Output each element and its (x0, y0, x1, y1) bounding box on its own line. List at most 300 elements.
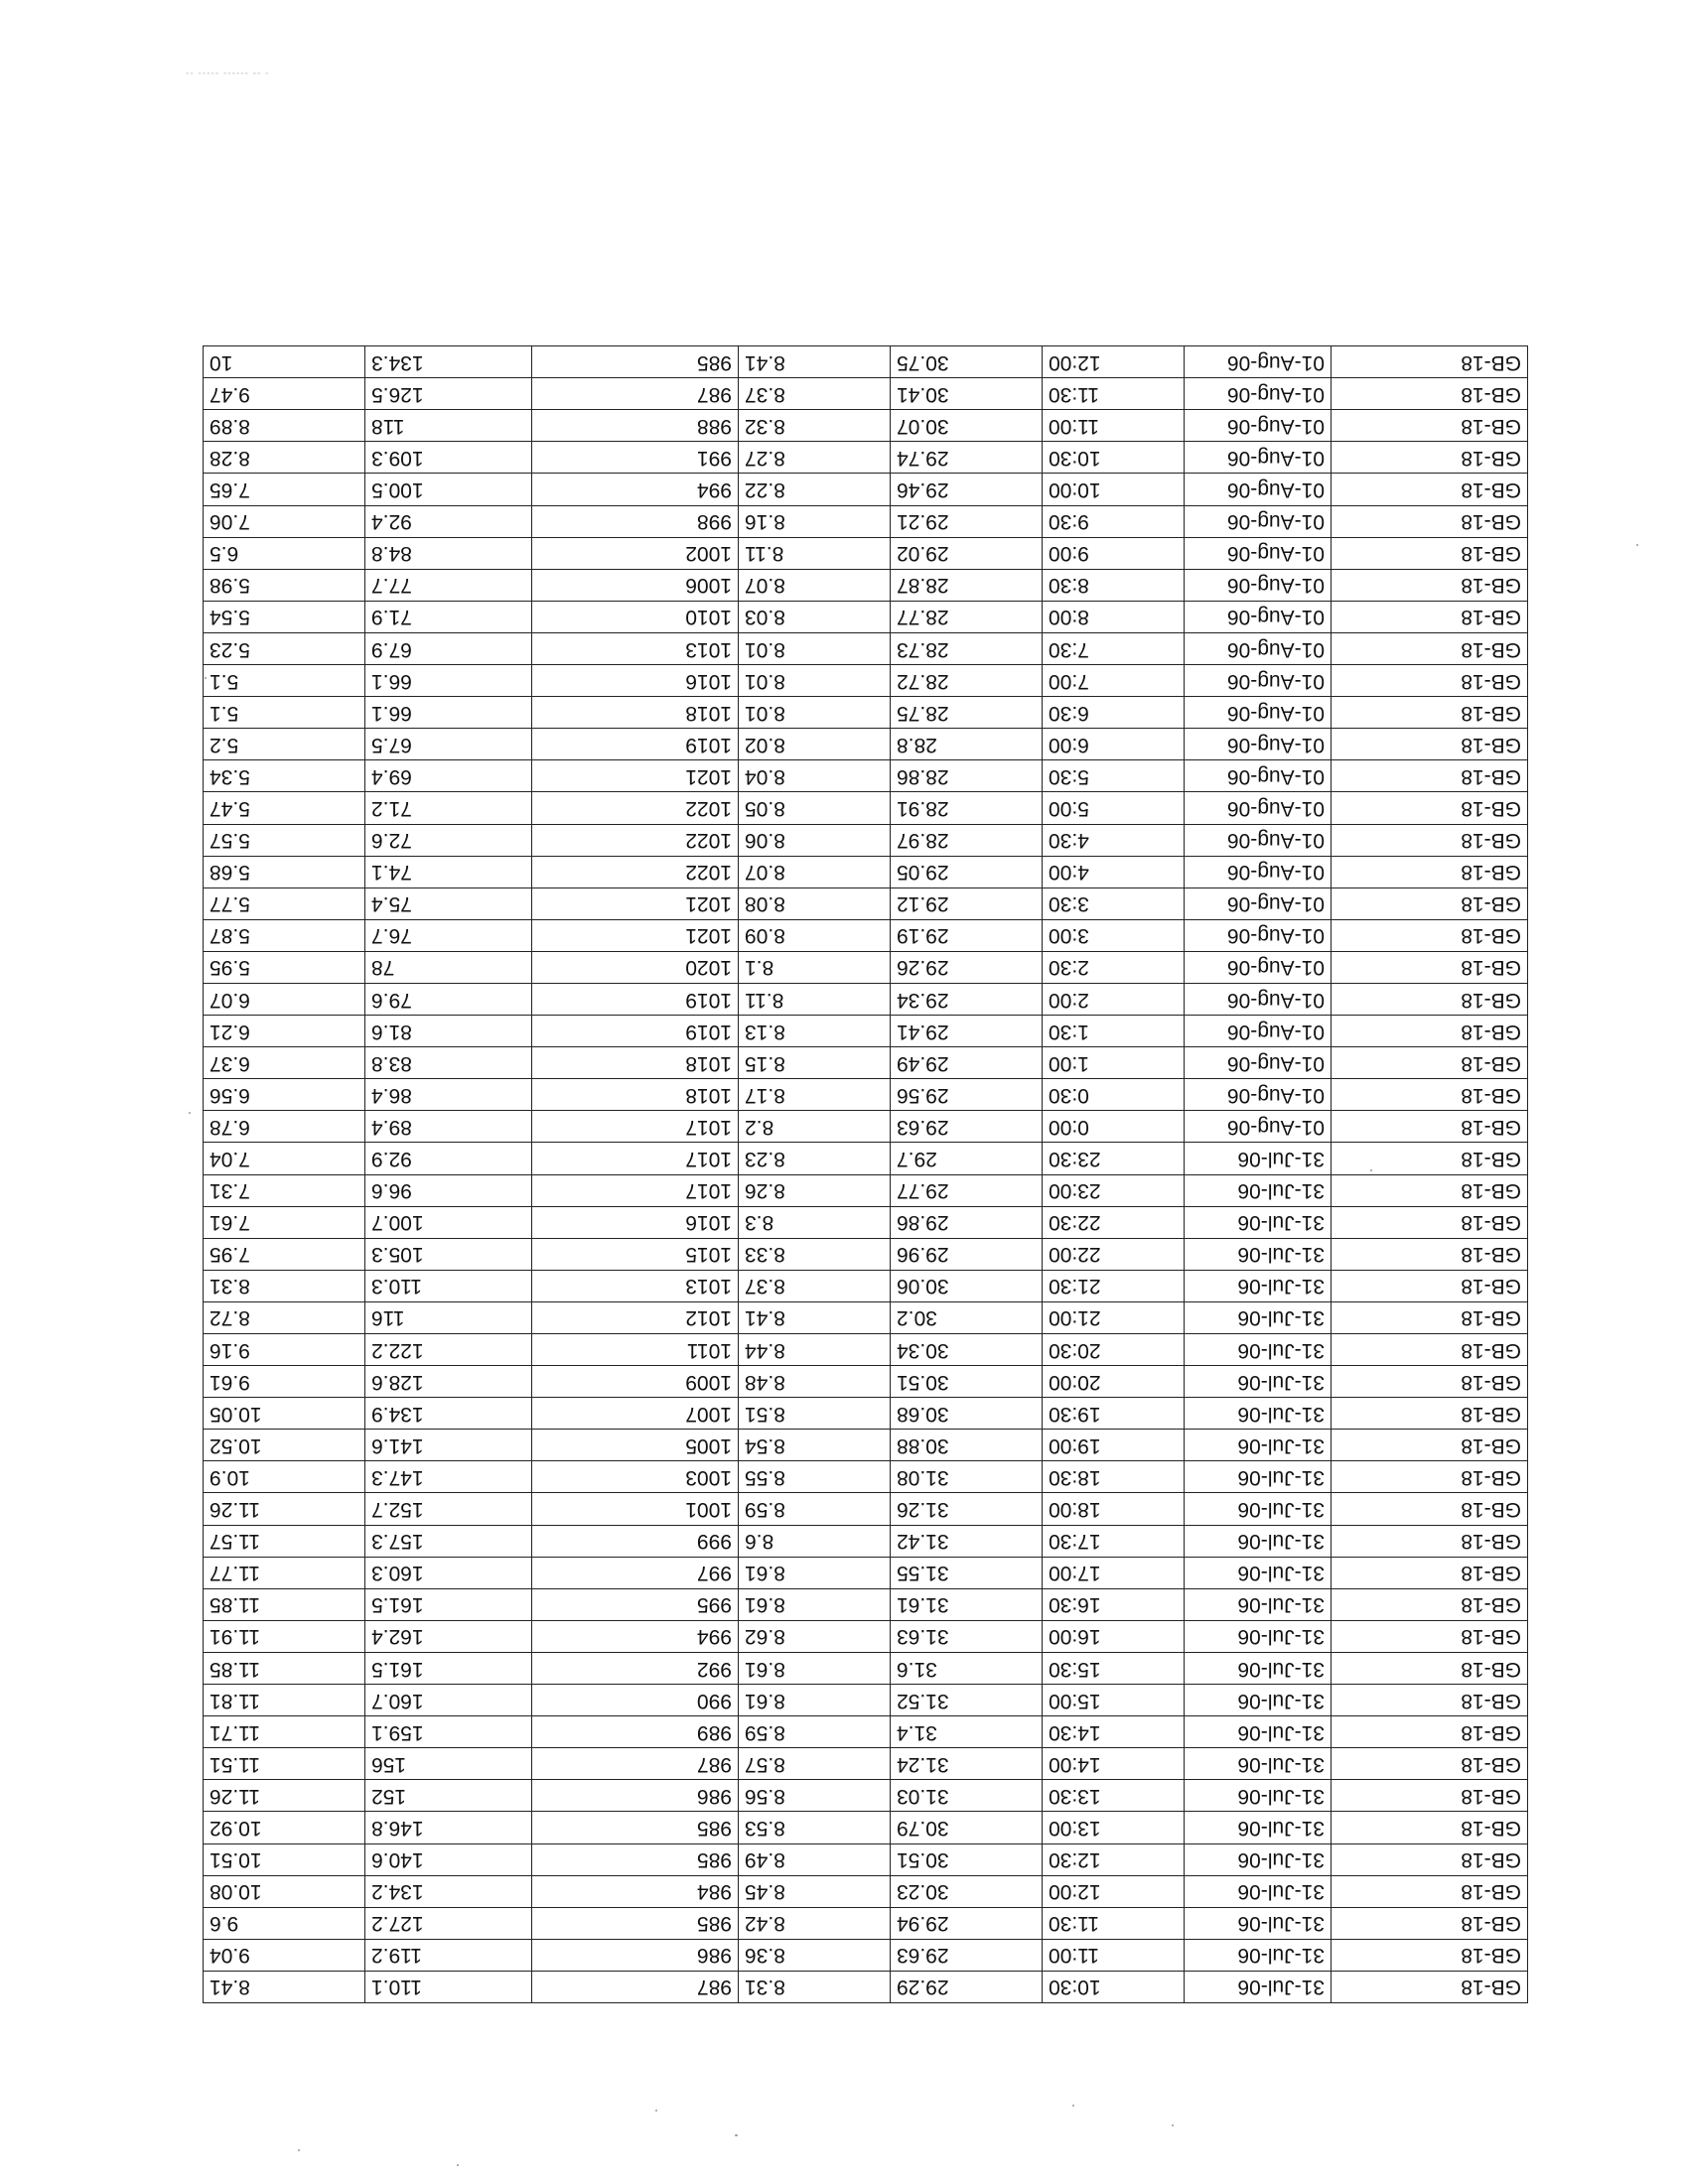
value-cell-2: 11.91 (204, 1620, 365, 1652)
site-id-cell: GB-18 (1332, 346, 1528, 378)
value-cell: 119.2 (365, 1939, 532, 1971)
temperature-cell: 31.42 (891, 1525, 1043, 1557)
table-row (204, 1430, 1528, 1461)
value-cell: 86.4 (365, 1079, 532, 1111)
time-cell: 23:30 (1043, 1143, 1185, 1174)
value-cell: 96.6 (365, 1174, 532, 1206)
site-id-cell: GB-18 (1332, 1971, 1528, 2002)
table-row (204, 760, 1528, 792)
value-cell: 66.1 (365, 665, 532, 697)
pressure-cell: 1020 (532, 951, 739, 983)
date-cell: 31-Jul-06 (1185, 1174, 1332, 1206)
date-cell: 31-Jul-06 (1185, 1716, 1332, 1748)
date-cell: 31-Jul-06 (1185, 1971, 1332, 2002)
date-cell: 01-Aug-06 (1185, 919, 1332, 951)
table-row (204, 1301, 1528, 1333)
site-id-cell: GB-18 (1332, 1843, 1528, 1875)
time-cell: 16:30 (1043, 1588, 1185, 1620)
scan-speck (1072, 2105, 1074, 2107)
value-cell-2: 6.37 (204, 1047, 365, 1079)
value-cell-2: 11.81 (204, 1685, 365, 1716)
table-row (204, 537, 1528, 569)
date-cell: 01-Aug-06 (1185, 760, 1332, 792)
scan-speck (298, 2149, 300, 2151)
table-row (204, 410, 1528, 442)
time-cell: 4:00 (1043, 856, 1185, 887)
temperature-cell: 29.74 (891, 442, 1043, 474)
ph-cell: 8.61 (739, 1588, 891, 1620)
time-cell: 2:00 (1043, 984, 1185, 1016)
value-cell: 100.5 (365, 474, 532, 505)
temperature-cell: 29.77 (891, 1174, 1043, 1206)
ph-cell: 8.11 (739, 537, 891, 569)
temperature-cell: 31.55 (891, 1557, 1043, 1588)
pressure-cell: 988 (532, 410, 739, 442)
time-cell: 11:30 (1043, 1907, 1185, 1939)
temperature-cell: 28.91 (891, 792, 1043, 824)
ph-cell: 8.26 (739, 1174, 891, 1206)
pressure-cell: 986 (532, 1939, 739, 1971)
temperature-cell: 29.34 (891, 984, 1043, 1016)
pressure-cell: 1009 (532, 1366, 739, 1398)
value-cell: 134.2 (365, 1875, 532, 1907)
ph-cell: 8.07 (739, 569, 891, 601)
value-cell-2: 9.6 (204, 1907, 365, 1939)
ph-cell: 8.13 (739, 1016, 891, 1047)
ph-cell: 8.08 (739, 887, 891, 919)
table-row (204, 984, 1528, 1016)
temperature-cell: 29.19 (891, 919, 1043, 951)
pressure-cell: 1001 (532, 1493, 739, 1525)
table-row (204, 505, 1528, 537)
temperature-cell: 28.72 (891, 665, 1043, 697)
table-row (204, 1812, 1528, 1843)
date-cell: 31-Jul-06 (1185, 1301, 1332, 1333)
time-cell: 22:00 (1043, 1238, 1185, 1270)
table-row (204, 1398, 1528, 1430)
site-id-cell: GB-18 (1332, 919, 1528, 951)
value-cell: 152 (365, 1780, 532, 1812)
measurement-table (203, 345, 1528, 2003)
time-cell: 18:00 (1043, 1493, 1185, 1525)
value-cell: 69.4 (365, 760, 532, 792)
ph-cell: 8.11 (739, 984, 891, 1016)
value-cell-2: 5.34 (204, 760, 365, 792)
value-cell-2: 11.57 (204, 1525, 365, 1557)
value-cell: 122.2 (365, 1334, 532, 1366)
value-cell-2: 8.72 (204, 1301, 365, 1333)
table-row (204, 1652, 1528, 1684)
temperature-cell: 29.63 (891, 1939, 1043, 1971)
pressure-cell: 1006 (532, 569, 739, 601)
date-cell: 01-Aug-06 (1185, 729, 1332, 760)
time-cell: 9:00 (1043, 537, 1185, 569)
value-cell: 74.1 (365, 856, 532, 887)
value-cell: 157.3 (365, 1525, 532, 1557)
value-cell: 72.6 (365, 824, 532, 856)
ph-cell: 8.04 (739, 760, 891, 792)
pressure-cell: 987 (532, 1971, 739, 2002)
date-cell: 31-Jul-06 (1185, 1939, 1332, 1971)
value-cell-2: 11.85 (204, 1652, 365, 1684)
pressure-cell: 1017 (532, 1174, 739, 1206)
value-cell: 134.9 (365, 1398, 532, 1430)
site-id-cell: GB-18 (1332, 601, 1528, 632)
table-row (204, 1079, 1528, 1111)
value-cell: 83.8 (365, 1047, 532, 1079)
site-id-cell: GB-18 (1332, 1939, 1528, 1971)
site-id-cell: GB-18 (1332, 1620, 1528, 1652)
table-row (204, 1780, 1528, 1812)
table-row (204, 1971, 1528, 2002)
value-cell-2: 9.61 (204, 1366, 365, 1398)
table-row (204, 1206, 1528, 1238)
scan-speck (205, 677, 207, 679)
value-cell: 159.1 (365, 1716, 532, 1748)
temperature-cell: 29.56 (891, 1079, 1043, 1111)
scan-speck (457, 2164, 459, 2166)
pressure-cell: 1017 (532, 1143, 739, 1174)
table-row (204, 856, 1528, 887)
pressure-cell: 1018 (532, 1047, 739, 1079)
value-cell-2: 10.08 (204, 1875, 365, 1907)
value-cell: 146.8 (365, 1812, 532, 1843)
site-id-cell: GB-18 (1332, 1685, 1528, 1716)
time-cell: 7:30 (1043, 632, 1185, 664)
value-cell: 92.9 (365, 1143, 532, 1174)
date-cell: 31-Jul-06 (1185, 1652, 1332, 1684)
time-cell: 13:00 (1043, 1812, 1185, 1843)
pressure-cell: 987 (532, 1748, 739, 1780)
site-id-cell: GB-18 (1332, 856, 1528, 887)
time-cell: 11:00 (1043, 410, 1185, 442)
value-cell-2: 6.07 (204, 984, 365, 1016)
table-row (204, 1716, 1528, 1748)
table-row (204, 378, 1528, 410)
pressure-cell: 1019 (532, 729, 739, 760)
value-cell: 141.6 (365, 1430, 532, 1461)
time-cell: 22:30 (1043, 1206, 1185, 1238)
value-cell-2: 6.5 (204, 537, 365, 569)
ph-cell: 8.2 (739, 1111, 891, 1143)
temperature-cell: 30.23 (891, 1875, 1043, 1907)
temperature-cell: 30.06 (891, 1270, 1043, 1301)
ph-cell: 8.49 (739, 1843, 891, 1875)
value-cell-2: 9.16 (204, 1334, 365, 1366)
temperature-cell: 28.77 (891, 601, 1043, 632)
date-cell: 31-Jul-06 (1185, 1620, 1332, 1652)
date-cell: 01-Aug-06 (1185, 537, 1332, 569)
time-cell: 3:00 (1043, 919, 1185, 951)
table-row (204, 346, 1528, 378)
ph-cell: 8.17 (739, 1079, 891, 1111)
time-cell: 3:30 (1043, 887, 1185, 919)
time-cell: 15:00 (1043, 1685, 1185, 1716)
pressure-cell: 998 (532, 505, 739, 537)
ph-cell: 8.59 (739, 1493, 891, 1525)
temperature-cell: 28.73 (891, 632, 1043, 664)
pressure-cell: 986 (532, 1780, 739, 1812)
scan-speck (1370, 1169, 1372, 1171)
ph-cell: 8.36 (739, 1939, 891, 1971)
pressure-cell: 1019 (532, 1016, 739, 1047)
ph-cell: 8.07 (739, 856, 891, 887)
temperature-cell: 29.41 (891, 1016, 1043, 1047)
pressure-cell: 991 (532, 442, 739, 474)
date-cell: 01-Aug-06 (1185, 442, 1332, 474)
time-cell: 5:00 (1043, 792, 1185, 824)
site-id-cell: GB-18 (1332, 378, 1528, 410)
date-cell: 31-Jul-06 (1185, 1875, 1332, 1907)
value-cell: 134.3 (365, 346, 532, 378)
pressure-cell: 1012 (532, 1301, 739, 1333)
measurement-table-body (204, 346, 1528, 2003)
pressure-cell: 994 (532, 1620, 739, 1652)
value-cell: 147.3 (365, 1461, 532, 1493)
value-cell-2: 10.52 (204, 1430, 365, 1461)
time-cell: 0:30 (1043, 1079, 1185, 1111)
temperature-cell: 29.02 (891, 537, 1043, 569)
pressure-cell: 1016 (532, 1206, 739, 1238)
ph-cell: 8.44 (739, 1334, 891, 1366)
table-row (204, 1588, 1528, 1620)
pressure-cell: 1021 (532, 919, 739, 951)
pressure-cell: 1003 (532, 1461, 739, 1493)
ph-cell: 8.55 (739, 1461, 891, 1493)
time-cell: 8:30 (1043, 569, 1185, 601)
temperature-cell: 30.75 (891, 346, 1043, 378)
table-row (204, 792, 1528, 824)
ph-cell: 8.53 (739, 1812, 891, 1843)
time-cell: 17:30 (1043, 1525, 1185, 1557)
pressure-cell: 995 (532, 1588, 739, 1620)
site-id-cell: GB-18 (1332, 665, 1528, 697)
pressure-cell: 985 (532, 1843, 739, 1875)
site-id-cell: GB-18 (1332, 1652, 1528, 1684)
pressure-cell: 984 (532, 1875, 739, 1907)
date-cell: 01-Aug-06 (1185, 601, 1332, 632)
ph-cell: 8.54 (739, 1430, 891, 1461)
value-cell-2: 6.56 (204, 1079, 365, 1111)
value-cell: 160.3 (365, 1557, 532, 1588)
ph-cell: 8.41 (739, 346, 891, 378)
pressure-cell: 985 (532, 1812, 739, 1843)
site-id-cell: GB-18 (1332, 1461, 1528, 1493)
site-id-cell: GB-18 (1332, 1748, 1528, 1780)
ph-cell: 8.23 (739, 1143, 891, 1174)
temperature-cell: 30.68 (891, 1398, 1043, 1430)
time-cell: 11:30 (1043, 378, 1185, 410)
temperature-cell: 28.87 (891, 569, 1043, 601)
time-cell: 10:30 (1043, 1971, 1185, 2002)
table-row (204, 1047, 1528, 1079)
ph-cell: 8.02 (739, 729, 891, 760)
ph-cell: 8.22 (739, 474, 891, 505)
site-id-cell: GB-18 (1332, 984, 1528, 1016)
date-cell: 01-Aug-06 (1185, 474, 1332, 505)
value-cell-2: 5.87 (204, 919, 365, 951)
temperature-cell: 29.49 (891, 1047, 1043, 1079)
value-cell: 75.4 (365, 887, 532, 919)
value-cell: 67.5 (365, 729, 532, 760)
ph-cell: 8.33 (739, 1238, 891, 1270)
temperature-cell: 31.03 (891, 1780, 1043, 1812)
ph-cell: 8.48 (739, 1366, 891, 1398)
pressure-cell: 1010 (532, 601, 739, 632)
value-cell-2: 10.05 (204, 1398, 365, 1430)
ph-cell: 8.45 (739, 1875, 891, 1907)
value-cell: 162.4 (365, 1620, 532, 1652)
ph-cell: 8.3 (739, 1206, 891, 1238)
scan-speck (189, 1112, 191, 1114)
time-cell: 12:00 (1043, 346, 1185, 378)
temperature-cell: 30.07 (891, 410, 1043, 442)
pressure-cell: 1018 (532, 1079, 739, 1111)
time-cell: 21:00 (1043, 1301, 1185, 1333)
ph-cell: 8.05 (739, 792, 891, 824)
scan-speck (1172, 2124, 1174, 2126)
value-cell: 71.9 (365, 601, 532, 632)
date-cell: 01-Aug-06 (1185, 1047, 1332, 1079)
site-id-cell: GB-18 (1332, 760, 1528, 792)
value-cell-2: 11.26 (204, 1780, 365, 1812)
data-sheet-rotated (210, 248, 1528, 2003)
value-cell-2: 7.31 (204, 1174, 365, 1206)
table-row (204, 1875, 1528, 1907)
site-id-cell: GB-18 (1332, 729, 1528, 760)
site-id-cell: GB-18 (1332, 442, 1528, 474)
table-row (204, 1843, 1528, 1875)
date-cell: 31-Jul-06 (1185, 1430, 1332, 1461)
site-id-cell: GB-18 (1332, 1016, 1528, 1047)
date-cell: 01-Aug-06 (1185, 569, 1332, 601)
date-cell: 01-Aug-06 (1185, 346, 1332, 378)
ph-cell: 8.01 (739, 665, 891, 697)
table-row (204, 1174, 1528, 1206)
time-cell: 1:00 (1043, 1047, 1185, 1079)
pressure-cell: 1022 (532, 824, 739, 856)
date-cell: 31-Jul-06 (1185, 1748, 1332, 1780)
site-id-cell: GB-18 (1332, 1079, 1528, 1111)
pressure-cell: 985 (532, 346, 739, 378)
value-cell: 156 (365, 1748, 532, 1780)
ph-cell: 8.62 (739, 1620, 891, 1652)
time-cell: 11:00 (1043, 1939, 1185, 1971)
date-cell: 01-Aug-06 (1185, 1111, 1332, 1143)
ph-cell: 8.6 (739, 1525, 891, 1557)
time-cell: 17:00 (1043, 1557, 1185, 1588)
pressure-cell: 1007 (532, 1398, 739, 1430)
value-cell: 160.7 (365, 1685, 532, 1716)
value-cell-2: 7.06 (204, 505, 365, 537)
date-cell: 31-Jul-06 (1185, 1685, 1332, 1716)
value-cell-2: 9.04 (204, 1939, 365, 1971)
ph-cell: 8.09 (739, 919, 891, 951)
ph-cell: 8.16 (739, 505, 891, 537)
value-cell-2: 7.61 (204, 1206, 365, 1238)
time-cell: 2:30 (1043, 951, 1185, 983)
table-row (204, 1907, 1528, 1939)
pressure-cell: 990 (532, 1685, 739, 1716)
value-cell-2: 5.2 (204, 729, 365, 760)
temperature-cell: 29.21 (891, 505, 1043, 537)
value-cell-2: 5.68 (204, 856, 365, 887)
time-cell: 4:30 (1043, 824, 1185, 856)
value-cell: 126.5 (365, 378, 532, 410)
table-row (204, 1939, 1528, 1971)
table-row (204, 824, 1528, 856)
value-cell-2: 11.51 (204, 1748, 365, 1780)
value-cell: 110.1 (365, 1971, 532, 2002)
pressure-cell: 985 (532, 1907, 739, 1939)
date-cell: 31-Jul-06 (1185, 1334, 1332, 1366)
time-cell: 20:30 (1043, 1334, 1185, 1366)
value-cell: 66.1 (365, 697, 532, 729)
value-cell: 127.2 (365, 1907, 532, 1939)
time-cell: 19:00 (1043, 1430, 1185, 1461)
ph-cell: 8.57 (739, 1748, 891, 1780)
time-cell: 6:00 (1043, 729, 1185, 760)
site-id-cell: GB-18 (1332, 1812, 1528, 1843)
value-cell-2: 11.77 (204, 1557, 365, 1588)
value-cell-2: 8.41 (204, 1971, 365, 2002)
ph-cell: 8.51 (739, 1398, 891, 1430)
table-row (204, 1685, 1528, 1716)
date-cell: 01-Aug-06 (1185, 505, 1332, 537)
value-cell: 89.4 (365, 1111, 532, 1143)
table-row (204, 1620, 1528, 1652)
temperature-cell: 30.2 (891, 1301, 1043, 1333)
temperature-cell: 31.4 (891, 1716, 1043, 1748)
ph-cell: 8.41 (739, 1301, 891, 1333)
time-cell: 16:00 (1043, 1620, 1185, 1652)
ph-cell: 8.27 (739, 442, 891, 474)
temperature-cell: 30.34 (891, 1334, 1043, 1366)
date-cell: 01-Aug-06 (1185, 824, 1332, 856)
temperature-cell: 29.05 (891, 856, 1043, 887)
ph-cell: 8.56 (739, 1780, 891, 1812)
time-cell: 21:30 (1043, 1270, 1185, 1301)
table-row (204, 632, 1528, 664)
table-row (204, 919, 1528, 951)
ph-cell: 8.01 (739, 632, 891, 664)
value-cell-2: 10.51 (204, 1843, 365, 1875)
date-cell: 31-Jul-06 (1185, 1843, 1332, 1875)
value-cell: 79.6 (365, 984, 532, 1016)
time-cell: 1:30 (1043, 1016, 1185, 1047)
value-cell: 110.3 (365, 1270, 532, 1301)
value-cell: 161.5 (365, 1652, 532, 1684)
table-row (204, 1493, 1528, 1525)
value-cell-2: 6.78 (204, 1111, 365, 1143)
table-row (204, 1270, 1528, 1301)
site-id-cell: GB-18 (1332, 697, 1528, 729)
temperature-cell: 30.88 (891, 1430, 1043, 1461)
date-cell: 01-Aug-06 (1185, 887, 1332, 919)
value-cell-2: 9.47 (204, 378, 365, 410)
temperature-cell: 29.29 (891, 1971, 1043, 2002)
value-cell: 67.9 (365, 632, 532, 664)
value-cell-2: 10.9 (204, 1461, 365, 1493)
table-row (204, 1366, 1528, 1398)
value-cell: 118 (365, 410, 532, 442)
date-cell: 01-Aug-06 (1185, 378, 1332, 410)
site-id-cell: GB-18 (1332, 887, 1528, 919)
date-cell: 01-Aug-06 (1185, 665, 1332, 697)
pressure-cell: 1021 (532, 887, 739, 919)
time-cell: 8:00 (1043, 601, 1185, 632)
pressure-cell: 1018 (532, 697, 739, 729)
